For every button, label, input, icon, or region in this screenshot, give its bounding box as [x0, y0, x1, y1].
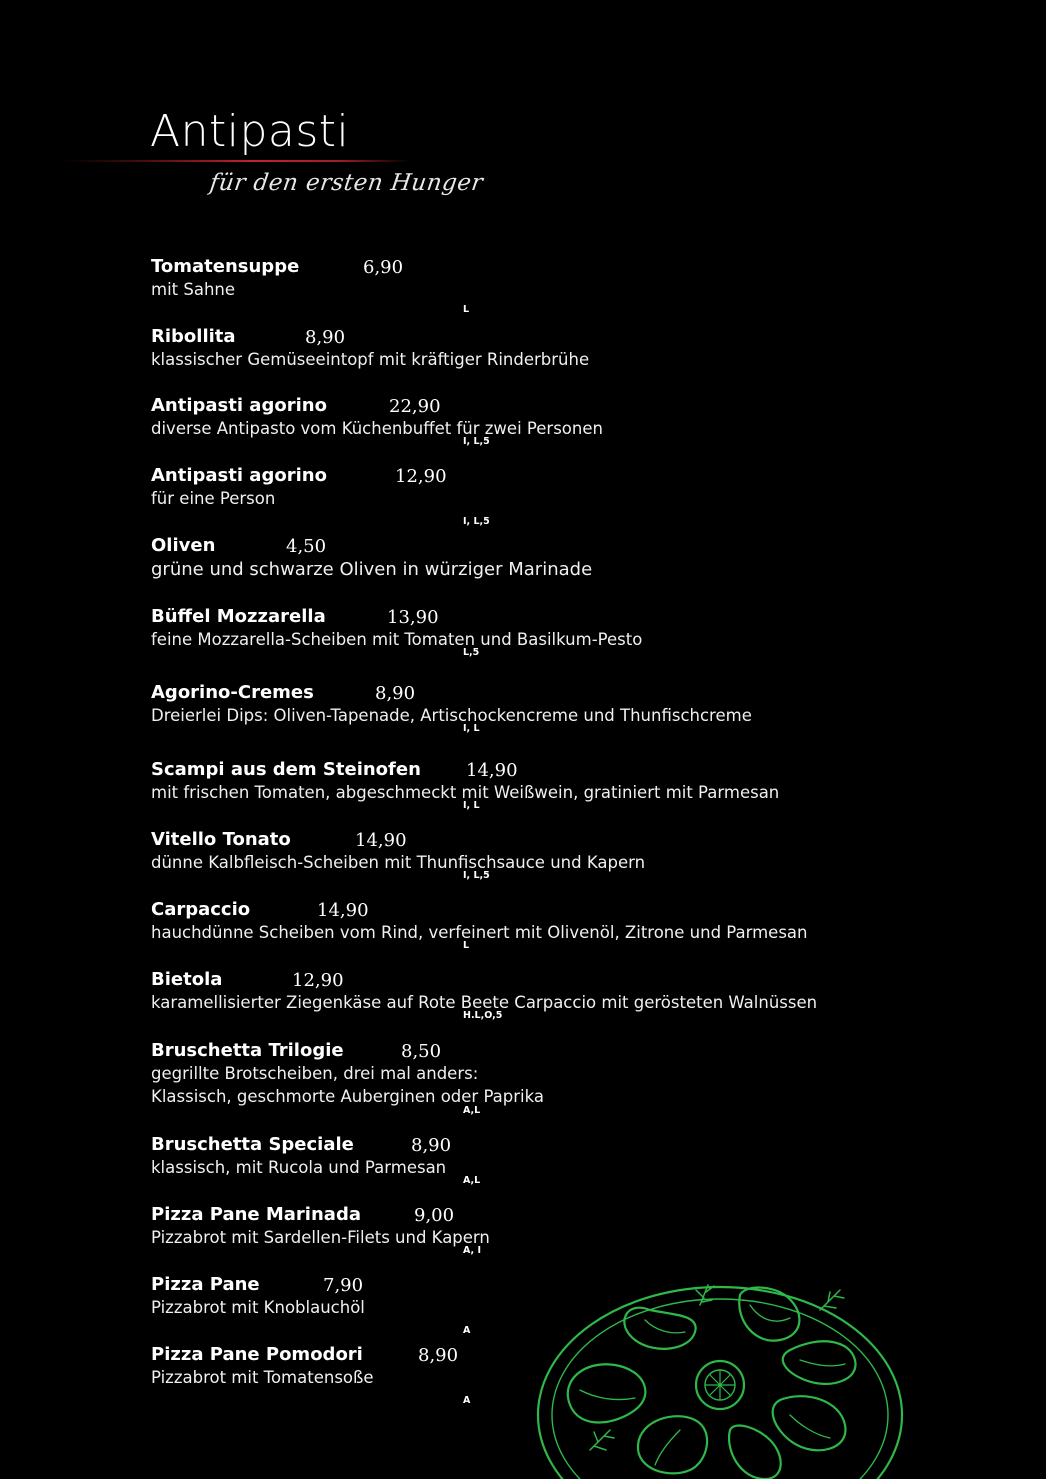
oyster-platter-illustration [530, 1280, 930, 1479]
herb-icon [820, 1290, 844, 1310]
menu-item-price: 22,90 [389, 396, 441, 417]
menu-item-price: 12,90 [395, 466, 447, 487]
menu-item-allergens: L [463, 940, 470, 951]
menu-item-description: grüne und schwarze Oliven in würziger Marinade [151, 559, 593, 580]
oyster-icon [624, 1308, 695, 1349]
menu-item-price: 7,90 [323, 1275, 364, 1296]
menu-item-allergens: A [463, 1395, 471, 1406]
menu-item-price: 8,90 [305, 327, 346, 348]
menu-item-description: klassischer Gemüseeintopf mit kräftiger Rinderbrühe [151, 350, 590, 369]
menu-item-description: klassisch, mit Rucola und Parmesan [151, 1158, 447, 1177]
menu-item-description: für eine Person [151, 489, 276, 508]
page-title: Antipasti [150, 106, 350, 157]
oyster-icon [568, 1364, 646, 1422]
menu-item-name: Oliven [151, 535, 216, 556]
menu-item-name: Pizza Pane [151, 1274, 260, 1295]
menu-item-price: 14,90 [466, 760, 518, 781]
menu-item-price: 4,50 [286, 536, 327, 557]
menu-item-price: 12,90 [292, 970, 344, 991]
menu-item-name: Bruschetta Speciale [151, 1134, 354, 1155]
menu-item-name: Antipasti agorino [151, 395, 327, 416]
menu-item-name: Pizza Pane Pomodori [151, 1344, 363, 1365]
menu-item-name: Pizza Pane Marinada [151, 1204, 361, 1225]
oyster-icon [638, 1416, 707, 1473]
menu-item-name: Bietola [151, 969, 223, 990]
menu-item-allergens: I, L [463, 800, 480, 811]
menu-item-allergens: H.L,O,5 [463, 1010, 503, 1021]
menu-item-description: karamellisierter Ziegenkäse auf Rote Beete Carpaccio mit gerösteten Walnüssen [151, 993, 818, 1012]
page-subtitle: für den ersten Hunger [208, 170, 485, 196]
menu-item-allergens: A,L [463, 1175, 481, 1186]
menu-item-price: 8,90 [411, 1135, 452, 1156]
oyster-icon [739, 1288, 799, 1341]
menu-item-description: diverse Antipasto vom Küchenbuffet für zwei Personen [151, 419, 603, 438]
menu-item-description: Pizzabrot mit Knoblauchöl [151, 1298, 365, 1317]
menu-item-name: Ribollita [151, 326, 236, 347]
menu-item-description: mit Sahne [151, 280, 236, 299]
menu-item-allergens: A, I [463, 1245, 481, 1256]
menu-item-allergens: I, L,5 [463, 516, 490, 527]
menu-item-allergens: I, L,5 [463, 870, 490, 881]
oyster-icon [783, 1341, 856, 1384]
menu-item-name: Scampi aus dem Steinofen [151, 759, 421, 780]
menu-item-price: 8,50 [401, 1041, 442, 1062]
menu-item-description: dünne Kalbfleisch-Scheiben mit Thunfischsauce und Kapern [151, 853, 646, 872]
menu-item-price: 13,90 [387, 607, 439, 628]
menu-item-name: Carpaccio [151, 899, 251, 920]
menu-item-allergens: L,5 [463, 647, 480, 658]
menu-item-description: Pizzabrot mit Tomatensoße [151, 1368, 374, 1387]
menu-item-allergens: I, L [463, 723, 480, 734]
menu-item-price: 8,90 [418, 1345, 459, 1366]
menu-item-description: mit frischen Tomaten, abgeschmeckt mit Weißwein, gratiniert mit Parmesan [151, 783, 780, 802]
menu-item-allergens: A,L [463, 1105, 481, 1116]
oyster-icon [729, 1425, 781, 1479]
menu-item-description: Pizzabrot mit Sardellen-Filets und Kapern [151, 1228, 490, 1247]
menu-item-name: Vitello Tonato [151, 829, 291, 850]
menu-item-price: 8,90 [375, 683, 416, 704]
herb-icon [590, 1430, 614, 1450]
menu-item-price: 14,90 [317, 900, 369, 921]
menu-item-price: 9,00 [414, 1205, 455, 1226]
menu-item-description: hauchdünne Scheiben vom Rind, verfeinert mit Olivenöl, Zitrone und Parmesan [151, 923, 808, 942]
menu-item-description: Dreierlei Dips: Oliven-Tapenade, Artischockencreme und Thunfischcreme [151, 706, 752, 725]
menu-item-description: gegrillte Brotscheiben, drei mal anders: [151, 1064, 479, 1083]
menu-item-name: Tomatensuppe [151, 256, 300, 277]
menu-item-name: Antipasti agorino [151, 465, 327, 486]
menu-item-allergens: A [463, 1325, 471, 1336]
oyster-icon [773, 1396, 846, 1450]
menu-item-name: Büffel Mozzarella [151, 606, 326, 627]
menu-item-price: 14,90 [355, 830, 407, 851]
menu-item-name: Agorino-Cremes [151, 682, 314, 703]
menu-item-price: 6,90 [363, 257, 404, 278]
menu-item-allergens: I, L,5 [463, 436, 490, 447]
title-underline [60, 160, 410, 162]
menu-item-description: feine Mozzarella-Scheiben mit Tomaten und Basilkum-Pesto [151, 630, 643, 649]
menu-item-allergens: L [463, 304, 470, 315]
menu-item-name: Bruschetta Trilogie [151, 1040, 344, 1061]
menu-item-description: Klassisch, geschmorte Auberginen oder Paprika [151, 1087, 544, 1106]
